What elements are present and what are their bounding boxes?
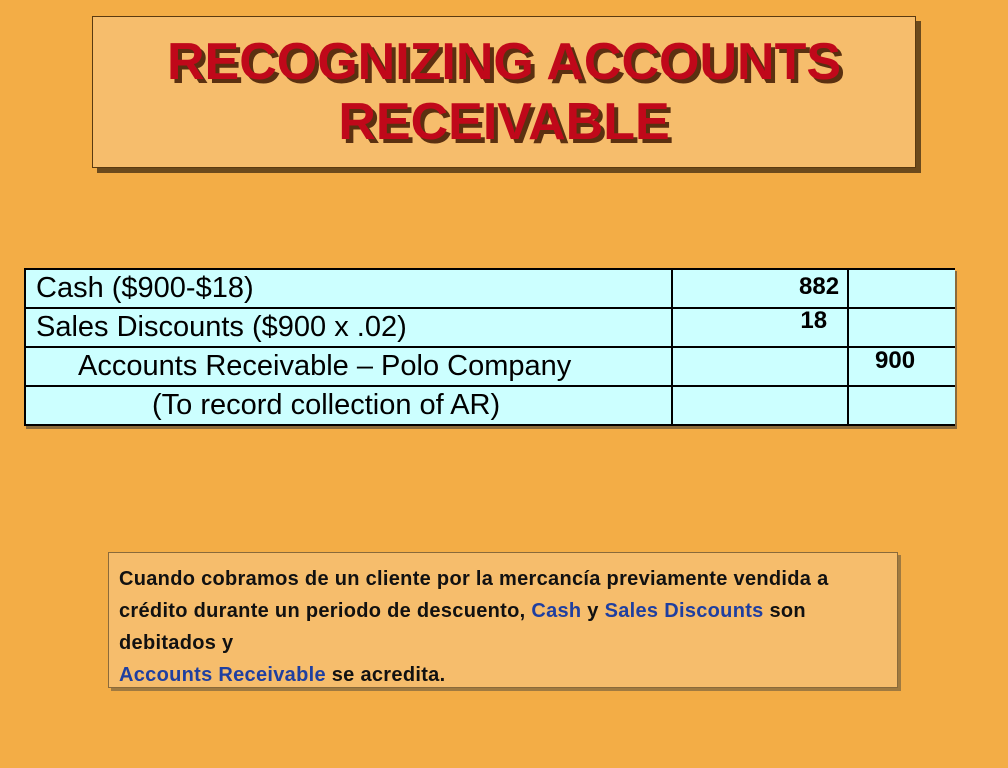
note-term-accounts-receivable: Accounts Receivable bbox=[119, 664, 326, 686]
note-text-part-1: Cuando cobramos de un cliente por la mercancía previamente vendida a crédito durante un periodo de descuento, bbox=[119, 568, 829, 622]
account-cell bbox=[25, 347, 672, 386]
note-term-cash: Cash bbox=[531, 600, 582, 622]
account-cell bbox=[25, 269, 672, 308]
note-text-part-4: se acredita. bbox=[325, 664, 446, 686]
note-term-sales-discounts: Sales Discounts bbox=[604, 600, 764, 622]
journal-row-cash bbox=[25, 269, 955, 308]
journal-entry-table bbox=[24, 268, 955, 426]
debit-cell bbox=[672, 347, 848, 386]
note-text-part-2: y bbox=[581, 600, 605, 622]
title-box bbox=[92, 16, 916, 168]
entry-explanation: (To record collection of AR) bbox=[152, 389, 501, 421]
journal-row-explanation bbox=[25, 386, 955, 425]
debit-cell bbox=[672, 308, 848, 347]
debit-cell bbox=[672, 386, 848, 425]
journal-row-sales-discounts bbox=[25, 308, 955, 347]
debit-amount-cash: 882 bbox=[799, 272, 840, 300]
journal-row-accounts-receivable bbox=[25, 347, 955, 386]
account-name-cash: Cash ($900-$18) bbox=[36, 272, 254, 304]
credit-cell bbox=[848, 308, 955, 347]
credit-cell bbox=[848, 347, 955, 386]
debit-amount-sales-discounts: 18 bbox=[800, 306, 828, 334]
explanation-note bbox=[119, 563, 887, 691]
slide-title: RECOGNIZING ACCOUNTS RECEIVABLE bbox=[166, 33, 842, 151]
account-name-accounts-receivable: Accounts Receivable – Polo Company bbox=[78, 350, 572, 382]
explanation-note-box bbox=[108, 552, 898, 688]
credit-cell bbox=[848, 386, 955, 425]
debit-cell bbox=[672, 269, 848, 308]
credit-cell bbox=[848, 269, 955, 308]
account-name-sales-discounts: Sales Discounts ($900 x .02) bbox=[36, 311, 407, 343]
note-text-part-3: son debitados y bbox=[119, 600, 806, 654]
credit-amount-accounts-receivable: 900 bbox=[875, 346, 916, 374]
account-cell bbox=[25, 386, 672, 425]
account-cell bbox=[25, 308, 672, 347]
